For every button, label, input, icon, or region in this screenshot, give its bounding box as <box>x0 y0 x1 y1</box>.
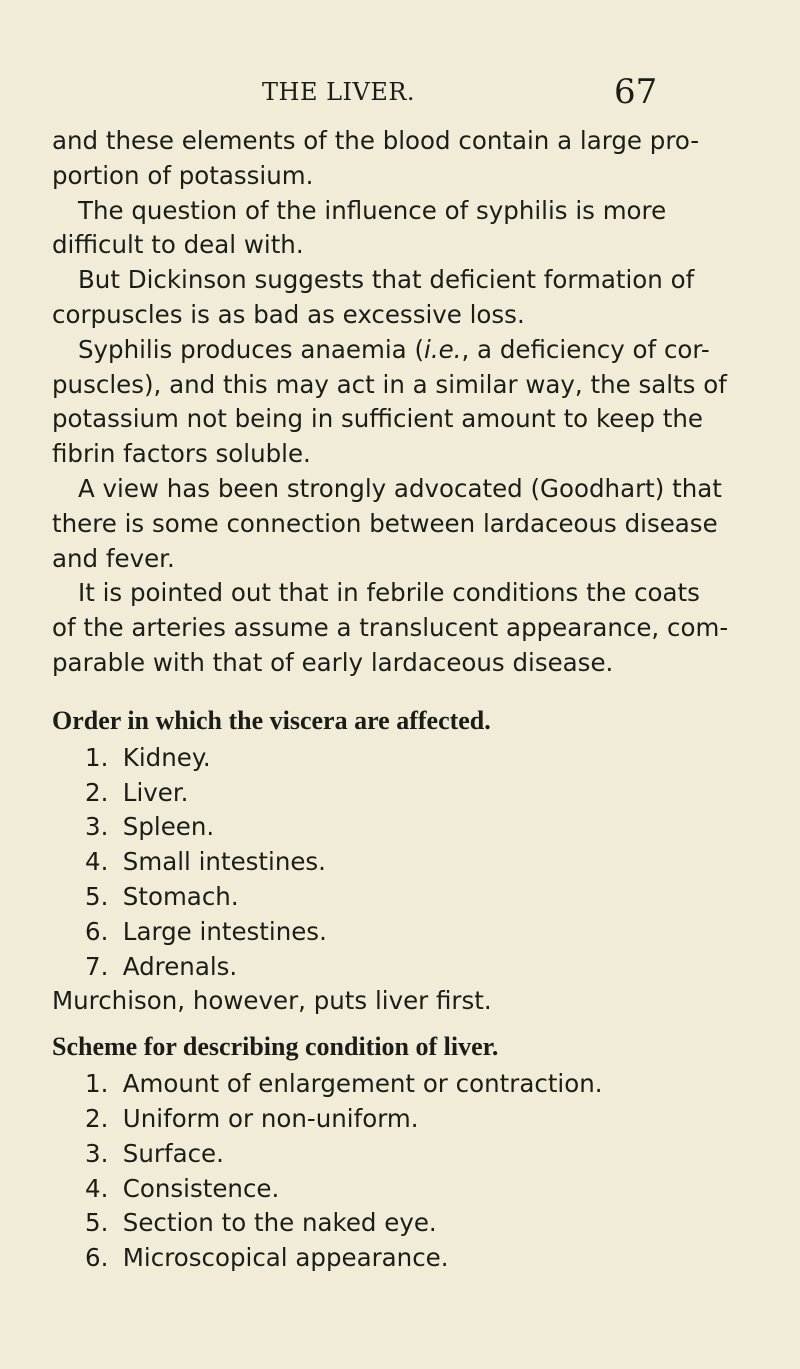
list-text: Stomach. <box>122 881 239 911</box>
list-text: Uniform or non-uniform. <box>122 1103 419 1133</box>
text-line: and fever. <box>52 543 175 573</box>
list-item <box>52 845 752 880</box>
list-item <box>52 1137 752 1172</box>
list-item <box>52 1102 752 1137</box>
list-item <box>52 1206 752 1241</box>
order-list <box>52 741 752 985</box>
murchison-note: Murchison, however, puts liver first. <box>52 986 492 1016</box>
list-item <box>52 1241 752 1276</box>
list-number: 1. <box>85 1069 109 1099</box>
text-line: there is some connection between lardaceous disease <box>52 508 718 538</box>
text-line: difficult to deal with. <box>52 230 304 260</box>
text-line: puscles), and this may act in a similar way, the salts of <box>52 369 727 399</box>
text-line: of the arteries assume a translucent appearance, com- <box>52 613 729 643</box>
list-item <box>52 915 752 950</box>
page-body <box>52 124 752 1276</box>
text-line: portion of potassium. <box>52 160 314 190</box>
italic-abbreviation: i.e. <box>424 334 462 364</box>
list-item <box>52 810 752 845</box>
text-line: potassium not being in sufficient amount to keep the <box>52 404 703 434</box>
page-header <box>0 72 800 118</box>
list-text: Spleen. <box>122 812 215 842</box>
paragraph-syphilis-question <box>52 194 752 264</box>
text-line: corpuscles is as bad as excessive loss. <box>52 299 525 329</box>
list-number: 2. <box>85 777 109 807</box>
list-number: 6. <box>85 916 109 946</box>
list-item <box>52 741 752 776</box>
paragraph-febrile <box>52 576 752 680</box>
list-text: Adrenals. <box>122 951 238 981</box>
text-line: The question of the influence of syphilis is more <box>78 195 667 225</box>
list-text: Consistence. <box>122 1173 280 1203</box>
list-item <box>52 880 752 915</box>
section-heading-scheme: Scheme for describing condition of liver. <box>52 1032 499 1062</box>
text-line: fibrin factors soluble. <box>52 439 311 469</box>
text-segment: , a deficiency of cor- <box>461 334 710 364</box>
paragraph-potassium <box>52 124 752 194</box>
list-number: 6. <box>85 1243 109 1273</box>
list-number: 3. <box>85 812 109 842</box>
text-line: A view has been strongly advocated (Goodhart) that <box>78 473 722 503</box>
list-text: Microscopical appearance. <box>122 1243 449 1273</box>
text-segment: Syphilis produces anaemia ( <box>78 334 425 364</box>
paragraph-anaemia <box>52 333 752 472</box>
list-item <box>52 1172 752 1207</box>
list-number: 5. <box>85 881 109 911</box>
text-line: It is pointed out that in febrile conditions the coats <box>78 578 700 608</box>
list-text: Liver. <box>122 777 189 807</box>
scheme-list <box>52 1067 752 1276</box>
list-text: Section to the naked eye. <box>122 1208 437 1238</box>
list-text: Amount of enlargement or contraction. <box>122 1069 603 1099</box>
list-number: 3. <box>85 1138 109 1168</box>
list-number: 7. <box>85 951 109 981</box>
text-line <box>52 333 752 368</box>
paragraph-goodhart <box>52 472 752 576</box>
text-line: parable with that of early lardaceous disease. <box>52 647 614 677</box>
list-text: Kidney. <box>122 742 211 772</box>
list-item <box>52 950 752 985</box>
text-line: But Dickinson suggests that deficient formation of <box>78 265 695 295</box>
text-line: and these elements of the blood contain a large pro- <box>52 126 700 155</box>
list-text: Surface. <box>122 1138 224 1168</box>
list-text: Large intestines. <box>122 916 327 946</box>
list-number: 5. <box>85 1208 109 1238</box>
page-number: 67 <box>614 72 658 112</box>
paragraph-dickinson <box>52 263 752 333</box>
list-item <box>52 776 752 811</box>
list-number: 4. <box>85 1173 109 1203</box>
list-number: 4. <box>85 847 109 877</box>
list-number: 2. <box>85 1103 109 1133</box>
list-item <box>52 1067 752 1102</box>
section-heading-order: Order in which the viscera are affected. <box>52 705 491 735</box>
running-head: THE LIVER. <box>262 78 416 106</box>
list-text: Small intestines. <box>122 847 326 877</box>
list-number: 1. <box>85 742 109 772</box>
